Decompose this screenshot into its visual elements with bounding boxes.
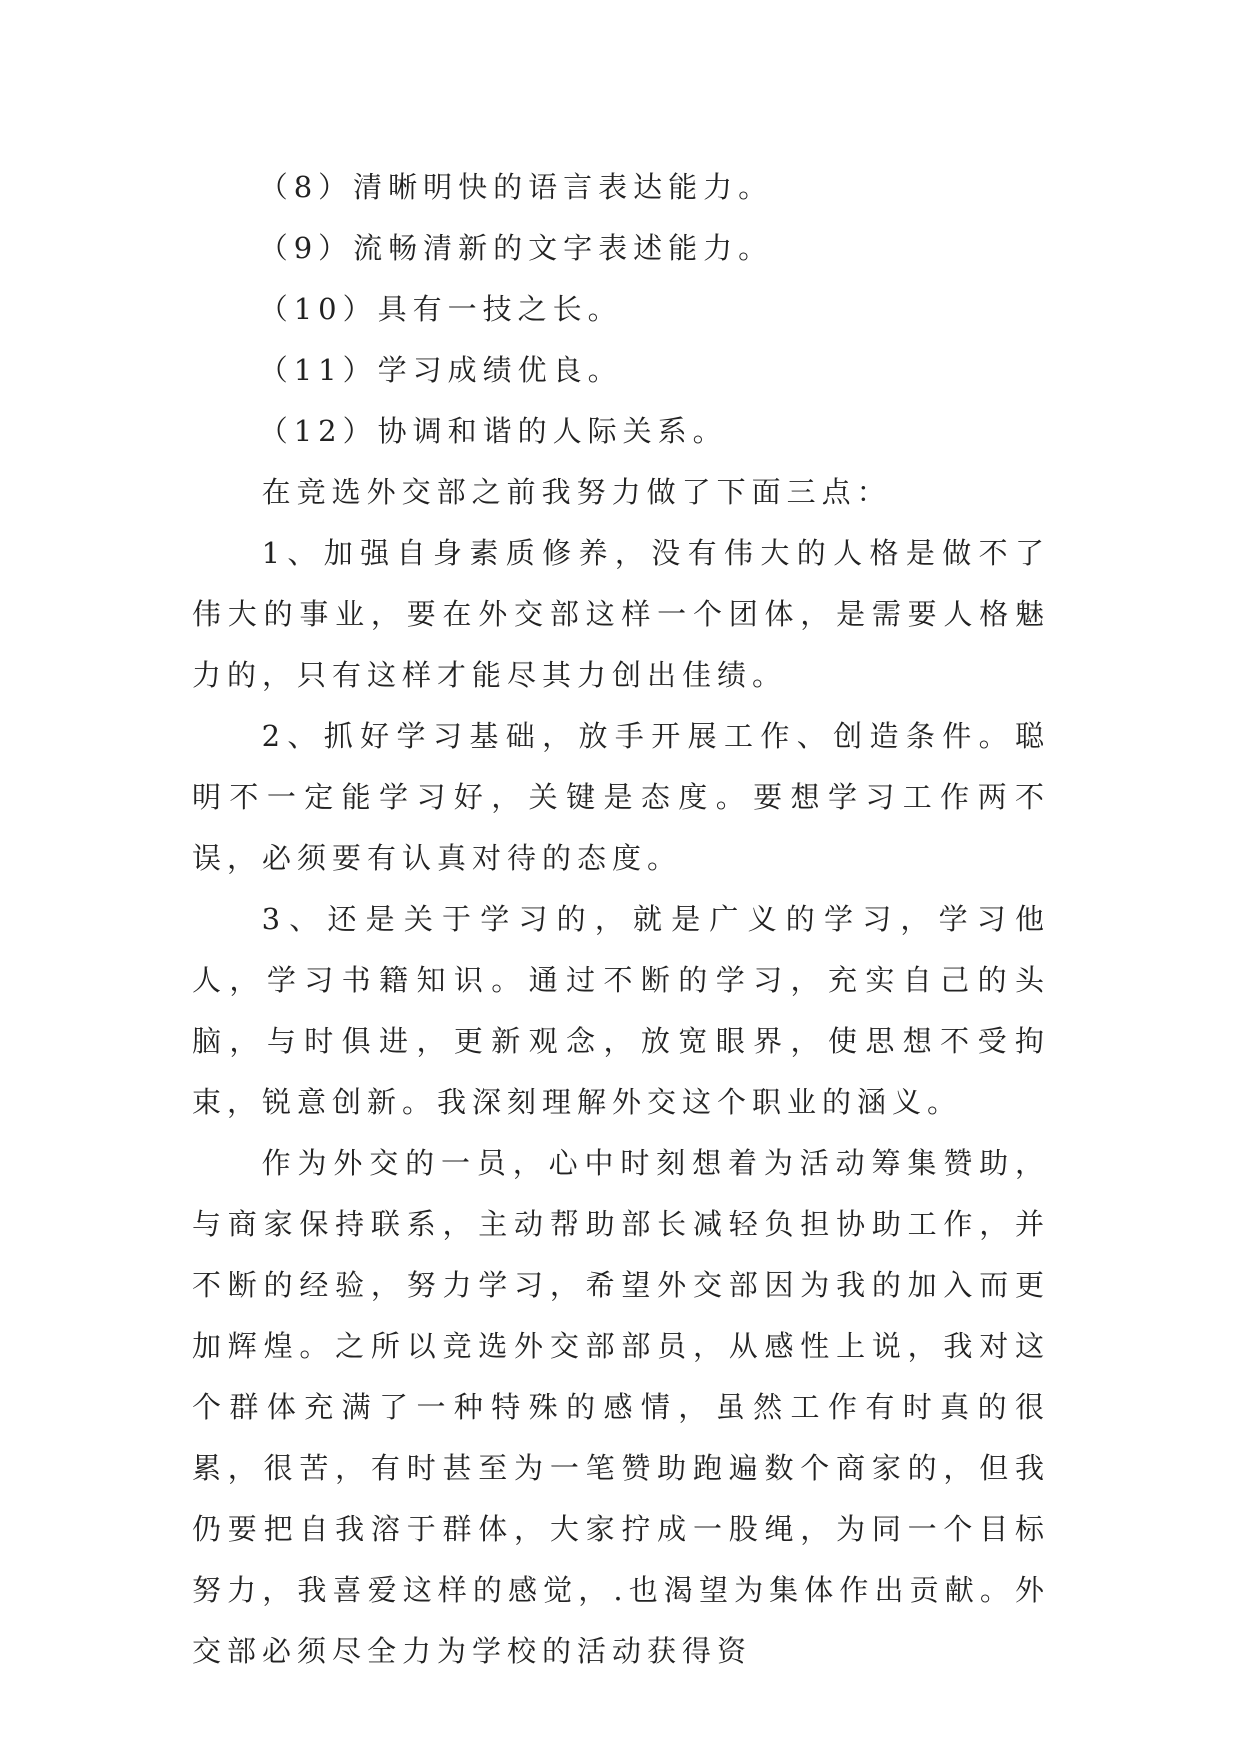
list-item-10: （10）具有一技之长。 <box>258 292 623 326</box>
intro-paragraph: 在竞选外交部之前我努力做了下面三点： <box>261 475 892 509</box>
point-1-paragraph: 1、加强自身素质修养，没有伟大的人格是做不了伟大的事业，要在外交部这样一个团体，是需要人格魅力的，只有这样才能尽其力创出佳绩。 <box>192 536 1050 692</box>
closing-paragraph: 作为外交的一员，心中时刻想着为活动筹集赞助，与商家保持联系，主动帮助部长减轻负担协助工作，并不断的经验，努力学习，希望外交部因为我的加入而更加辉煌。之所以竞选外交部部员，从感性上说，我对这个群体充满了一种特殊的感情，虽然工作有时真的很累，很苦，有时甚至为一笔赞助跑遍数个商家的，但我仍要把自我溶于群体，大家拧成一股绳，为同一个目标努力，我喜爱这样的感觉，.也渴望为集体作出贡献。外交部必须尽全力为学校的活动获得资 <box>192 1146 1050 1668</box>
list-item-8: （8）清晰明快的语言表达能力。 <box>258 170 774 204</box>
document-body <box>192 157 1050 1682</box>
list-item-9: （9）流畅清新的文字表述能力。 <box>258 231 774 265</box>
point-3-paragraph: 3、还是关于学习的，就是广义的学习，学习他人，学习书籍知识。通过不断的学习，充实自己的头脑，与时俱进，更新观念，放宽眼界，使思想不受拘束，锐意创新。我深刻理解外交这个职业的涵义。 <box>192 902 1050 1119</box>
list-item-11: （11）学习成绩优良。 <box>258 353 623 387</box>
list-item-12: （12）协调和谐的人际关系。 <box>258 414 728 448</box>
point-2-paragraph: 2、抓好学习基础，放手开展工作、创造条件。聪明不一定能学习好，关键是态度。要想学习工作两不误，必须要有认真对待的态度。 <box>192 719 1050 875</box>
